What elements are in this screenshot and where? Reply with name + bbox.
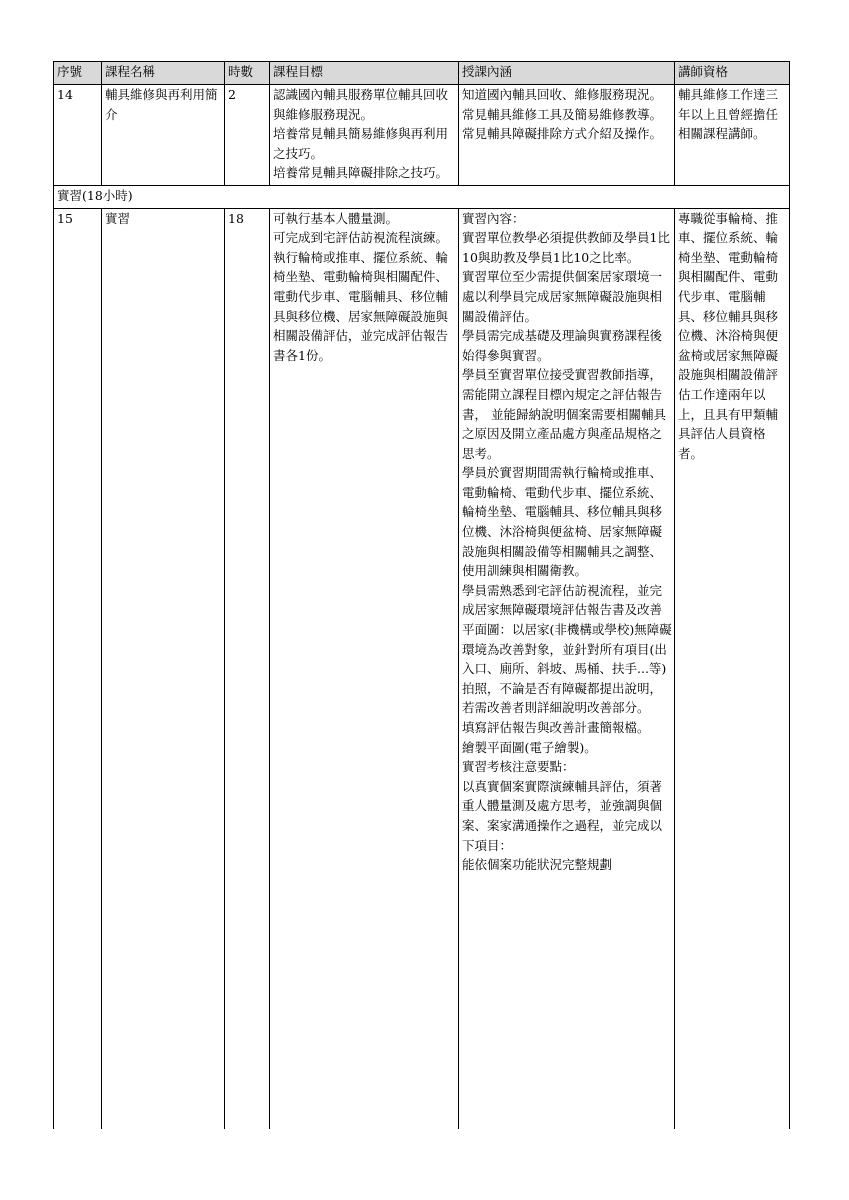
row14-instructor: 輔具維修工作達三年以上且曾經擔任相關課程講師。 [675, 85, 790, 186]
header-goals: 課程目標 [270, 62, 459, 85]
content-line: 實習單位至少需提供個案居家環境一處以利學員完成居家無障礙設施與相關設備評估。 [462, 269, 663, 324]
row14-no: 14 [54, 85, 102, 186]
content-line: 知道國內輔具回收、維修服務現況。 [462, 87, 663, 102]
header-instructor: 講師資格 [675, 62, 790, 85]
content-line: 填寫評估報告與改善計畫簡報檔。 [462, 720, 650, 735]
goal-line: 可執行基本人體量測。 [273, 210, 399, 226]
goal-line: 認識國內輔具服務單位輔具回收與維修服務現況。 [273, 87, 449, 122]
header-content: 授課內涵 [459, 62, 675, 85]
content-line: 學員至實習單位接受實習教師指導，需能開立課程目標內規定之評估報告書， 並能歸納說明個案需要相關輔具之原因及開立產品處方與產品規格之思考。 [462, 367, 666, 461]
goal-line: 可完成到宅評估訪視流程演練。 [273, 230, 449, 246]
row15-instructor: 專職從事輪椅、推車、擺位系統、輪椅坐墊、電動輪椅與相關配件、電動代步車、電腦輔具、移位輔具與移位機、沐浴椅與便盆椅或居家無障礙設施與相關設備評估工作達兩年以上，且具有甲類輔具評估人員資格者。 [675, 208, 790, 1129]
header-row [54, 62, 790, 85]
content-line: 能依個案功能狀況完整規劃 [462, 857, 613, 873]
table-row [54, 208, 790, 1129]
header-no: 序號 [54, 62, 102, 85]
goal-line: 培養常見輔具簡易維修與再利用之技巧。 [273, 126, 449, 161]
course-table [53, 61, 790, 1129]
section-title: 實習(18小時) [54, 185, 790, 208]
section-row [54, 185, 790, 208]
row15-hours: 18 [225, 208, 270, 1129]
header-hours: 時數 [225, 62, 270, 85]
content-line: 學員需完成基礎及理論與實務課程後始得參與實習。 [462, 328, 663, 363]
row15-goals [270, 208, 459, 1129]
content-line: 學員需熟悉到宅評估訪視流程，並完成居家無障礙環境評估報告書及改善平面圖：以居家(非機構或學校)無障礙環境為改善對象，並針對所有項目(出入口、廁所、斜坡、馬桶、扶手...等)拍照，不論是否有障礙都提出說明，若需改善者則詳細說明改善部分。 [462, 582, 672, 716]
content-line: 常見輔具維修工具及簡易維修教導。 [462, 106, 663, 122]
content-line: 實習單位教學必須提供教師及學員1比10與助教及學員1比10之比率。 [462, 230, 670, 265]
row14-hours: 2 [225, 85, 270, 186]
content-line: 實習內容： [462, 210, 525, 226]
row15-content [459, 208, 675, 1129]
goal-line: 執行輪椅或推車、擺位系統、輪椅坐墊、電動輪椅與相關配件、電動代步車、電腦輔具、移位輔具與移位機、居家無障礙設施與相關設備評估，並完成評估報告書各1份。 [273, 249, 449, 363]
content-line: 繪製平面圖(電子繪製)。 [462, 739, 597, 755]
content-line: 實習考核注意要點： [462, 759, 575, 775]
row14-content [459, 85, 675, 186]
row14-goals [270, 85, 459, 186]
row15-name: 實習 [102, 208, 225, 1129]
content-line: 學員於實習期間需執行輪椅或推車、電動輪椅、電動代步車、擺位系統、輪椅坐墊、電腦輔具、移位輔具與移位機、沐浴椅與便盆椅、居家無障礙設施與相關設備等相關輔具之調整、使用訓練與相關衛教。 [462, 465, 663, 579]
goal-line: 培養常見輔具障礙排除之技巧。 [273, 165, 449, 181]
row14-name: 輔具維修與再利用簡介 [102, 85, 225, 186]
content-line: 以真實個案實際演練輔具評估，須著重人體量測及處方思考，並強調與個案、案家溝通操作之過程，並完成以下項目： [462, 778, 663, 853]
content-line: 常見輔具障礙排除方式介紹及操作。 [462, 126, 663, 142]
header-name: 課程名稱 [102, 62, 225, 85]
row15-no: 15 [54, 208, 102, 1129]
table-row [54, 85, 790, 186]
